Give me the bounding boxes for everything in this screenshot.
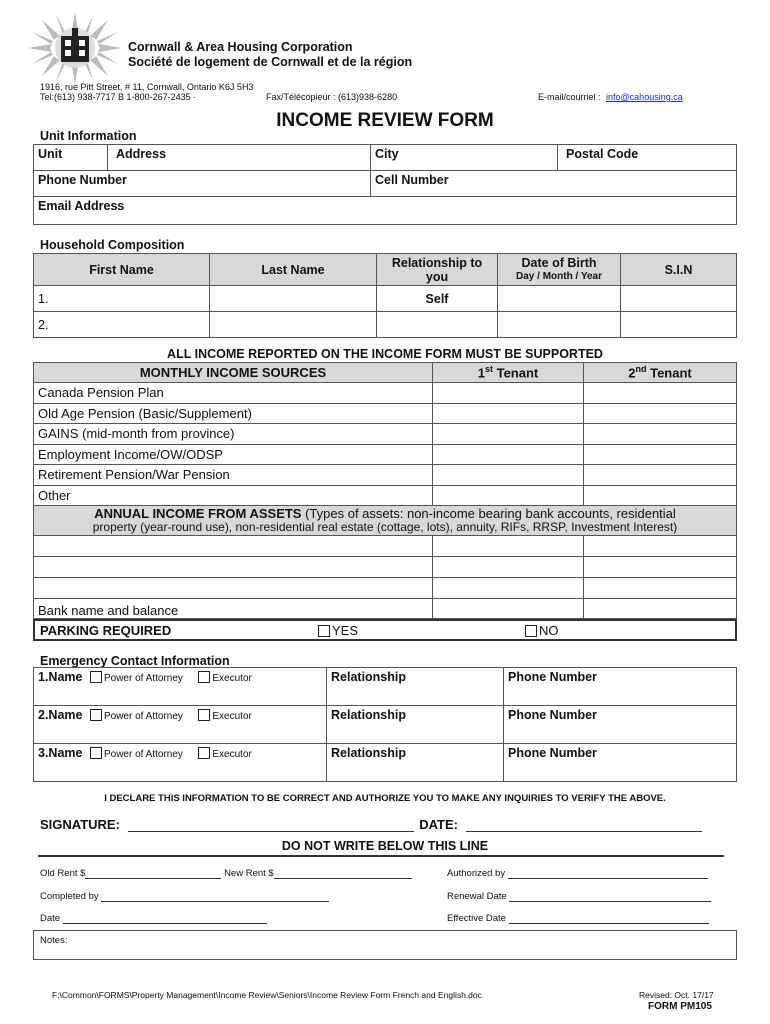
income-sources-header: MONTHLY INCOME SOURCES: [34, 363, 433, 383]
row1-dob[interactable]: [498, 286, 621, 312]
contact-name-cell[interactable]: 2.Name Power of Attorney Executor: [34, 706, 327, 744]
row2-sin[interactable]: [621, 312, 737, 338]
tenant2-cell[interactable]: [584, 578, 737, 599]
tenant1-cell[interactable]: [433, 444, 584, 465]
org-tel: Tel:(613) 938-7717 B 1-800-267-2435 ·: [40, 92, 197, 102]
email-link[interactable]: info@cahousing.ca: [606, 92, 683, 102]
parking-no[interactable]: NO: [525, 623, 559, 638]
row2-last-name[interactable]: [210, 312, 377, 338]
contact-name-cell[interactable]: 1.Name Power of Attorney Executor: [34, 668, 327, 706]
old-rent-line[interactable]: [85, 868, 221, 879]
unit-info-heading: Unit Information: [40, 129, 137, 143]
org-name-en: Cornwall & Area Housing Corporation: [128, 40, 353, 54]
footer-revised: Revised: Oct. 17/17: [639, 990, 714, 1000]
org-name-fr: Société de logement de Cornwall et de la région: [128, 55, 413, 69]
tenant2-cell[interactable]: [584, 536, 737, 557]
row1-first-name[interactable]: 1.: [34, 286, 210, 312]
office-date-line[interactable]: [63, 913, 267, 924]
contact-name-cell[interactable]: 3.Name Power of Attorney Executor: [34, 744, 327, 782]
completed-line[interactable]: [101, 891, 329, 902]
checkbox-icon[interactable]: [318, 625, 330, 637]
contact-phone-cell[interactable]: Phone Number: [504, 668, 737, 706]
tenant2-cell[interactable]: [584, 485, 737, 506]
row1-relationship: Self: [377, 286, 498, 312]
email-label: E-mail/courriel :: [538, 92, 601, 102]
email-field[interactable]: Email Address: [34, 197, 737, 225]
tenant1-cell[interactable]: [433, 424, 584, 445]
date-label: DATE:: [419, 817, 458, 832]
renewal-line[interactable]: [509, 891, 711, 902]
tenant1-cell[interactable]: [433, 578, 584, 599]
household-heading: Household Composition: [40, 238, 185, 252]
row1-last-name[interactable]: [210, 286, 377, 312]
relationship-header: Relationship to you: [377, 254, 498, 286]
office-date-label: Date: [40, 913, 61, 924]
signature-label: SIGNATURE:: [40, 817, 120, 832]
tenant1-cell[interactable]: [433, 403, 584, 424]
asset-cell[interactable]: [34, 536, 433, 557]
authorized-line[interactable]: [508, 868, 708, 879]
checkbox-icon[interactable]: [198, 671, 210, 683]
tenant1-cell[interactable]: [433, 485, 584, 506]
contact-phone-cell[interactable]: Phone Number: [504, 706, 737, 744]
authorized-label: Authorized by: [447, 868, 506, 879]
income-source-label: GAINS (mid-month from province): [34, 424, 433, 445]
contact-relationship-cell[interactable]: Relationship: [327, 668, 504, 706]
asset-cell[interactable]: [34, 578, 433, 599]
last-name-header: Last Name: [210, 254, 377, 286]
do-not-write: DO NOT WRITE BELOW THIS LINE: [281, 839, 489, 853]
cell-field[interactable]: Cell Number: [371, 171, 737, 197]
contact-phone-cell[interactable]: Phone Number: [504, 744, 737, 782]
asset-cell[interactable]: [34, 557, 433, 578]
renewal-label: Renewal Date: [447, 891, 507, 902]
effective-line[interactable]: [509, 913, 709, 924]
tenant1-header: 1st Tenant: [433, 363, 584, 383]
tenant1-cell[interactable]: [433, 465, 584, 486]
income-source-label: Old Age Pension (Basic/Supplement): [34, 403, 433, 424]
city-field[interactable]: City: [371, 145, 558, 171]
housing-logo: [28, 12, 122, 84]
tenant2-cell[interactable]: [584, 557, 737, 578]
footer-path: F:\Common\FORMS\Property Management\Income Review\Seniors\Income Review Form French and English.doc: [52, 990, 482, 1000]
row2-relationship[interactable]: [377, 312, 498, 338]
income-source-label: Canada Pension Plan: [34, 383, 433, 404]
income-notice: ALL INCOME REPORTED ON THE INCOME FORM MUST BE SUPPORTED: [167, 347, 603, 361]
unit-info-table: [33, 144, 737, 225]
sin-header: S.I.N: [621, 254, 737, 286]
tenant1-cell[interactable]: [433, 599, 584, 619]
form-title: INCOME REVIEW FORM: [276, 110, 494, 131]
contact-relationship-cell[interactable]: Relationship: [327, 744, 504, 782]
tenant2-cell[interactable]: [584, 465, 737, 486]
row1-sin[interactable]: [621, 286, 737, 312]
checkbox-icon[interactable]: [90, 709, 102, 721]
unit-field[interactable]: Unit: [34, 145, 108, 171]
income-source-label: Retirement Pension/War Pension: [34, 465, 433, 486]
parking-yes[interactable]: YES: [318, 623, 358, 638]
first-name-header: First Name: [34, 254, 210, 286]
household-table: [33, 253, 737, 338]
notes-box[interactable]: [33, 930, 737, 960]
income-source-label: Employment Income/OW/ODSP: [34, 444, 433, 465]
assets-header: ANNUAL INCOME FROM ASSETS (Types of assets: non-income bearing bank accounts, residential property (year-round use), non-residential real estate (cottage, lots), annuity, RIFs, RRSP, Investment Interest): [34, 506, 737, 536]
row2-first-name[interactable]: 2.: [34, 312, 210, 338]
tenant1-cell[interactable]: [433, 383, 584, 404]
income-source-label: Other: [34, 485, 433, 506]
old-rent-label: Old Rent $: [40, 868, 86, 879]
footer-form-number: FORM PM105: [648, 1001, 712, 1012]
signature-line[interactable]: [128, 821, 414, 832]
tenant2-cell[interactable]: [584, 424, 737, 445]
tenant1-cell[interactable]: [433, 557, 584, 578]
declaration: I DECLARE THIS INFORMATION TO BE CORRECT AND AUTHORIZE YOU TO MAKE ANY INQUIRIES TO VERIFY THE ABOVE.: [104, 793, 666, 804]
phone-field[interactable]: Phone Number: [34, 171, 371, 197]
checkbox-icon[interactable]: [525, 625, 537, 637]
checkbox-icon[interactable]: [90, 671, 102, 683]
parking-row: [33, 619, 737, 641]
dob-header: Date of Birth Day / Month / Year: [498, 254, 621, 286]
org-fax: Fax/Télécopieur : (613)938-6280: [266, 92, 398, 102]
row2-dob[interactable]: [498, 312, 621, 338]
contact-relationship-cell[interactable]: Relationship: [327, 706, 504, 744]
org-address: 1916, rue Pitt Street, # 11, Cornwall, Ontario K6J 5H3: [40, 82, 254, 92]
address-field[interactable]: Address: [108, 145, 371, 171]
notes-label: Notes:: [40, 935, 68, 946]
tenant2-cell[interactable]: [584, 383, 737, 404]
emergency-table: [33, 667, 737, 782]
parking-label: PARKING REQUIRED: [40, 623, 172, 638]
tenant2-cell[interactable]: [584, 599, 737, 619]
checkbox-icon[interactable]: [90, 747, 102, 759]
income-table: [33, 362, 737, 619]
checkbox-icon[interactable]: [198, 709, 210, 721]
new-rent-label: New Rent $: [224, 868, 274, 879]
divider: [38, 855, 724, 857]
new-rent-line[interactable]: [274, 868, 412, 879]
postal-code-field[interactable]: Postal Code: [558, 145, 737, 171]
tenant2-header: 2nd Tenant: [584, 363, 737, 383]
completed-label: Completed by: [40, 891, 99, 902]
bank-balance-label: Bank name and balance: [34, 599, 433, 619]
emergency-heading: Emergency Contact Information: [40, 654, 230, 668]
tenant2-cell[interactable]: [584, 444, 737, 465]
tenant1-cell[interactable]: [433, 536, 584, 557]
effective-label: Effective Date: [447, 913, 506, 924]
tenant2-cell[interactable]: [584, 403, 737, 424]
checkbox-icon[interactable]: [198, 747, 210, 759]
date-line[interactable]: [466, 821, 702, 832]
